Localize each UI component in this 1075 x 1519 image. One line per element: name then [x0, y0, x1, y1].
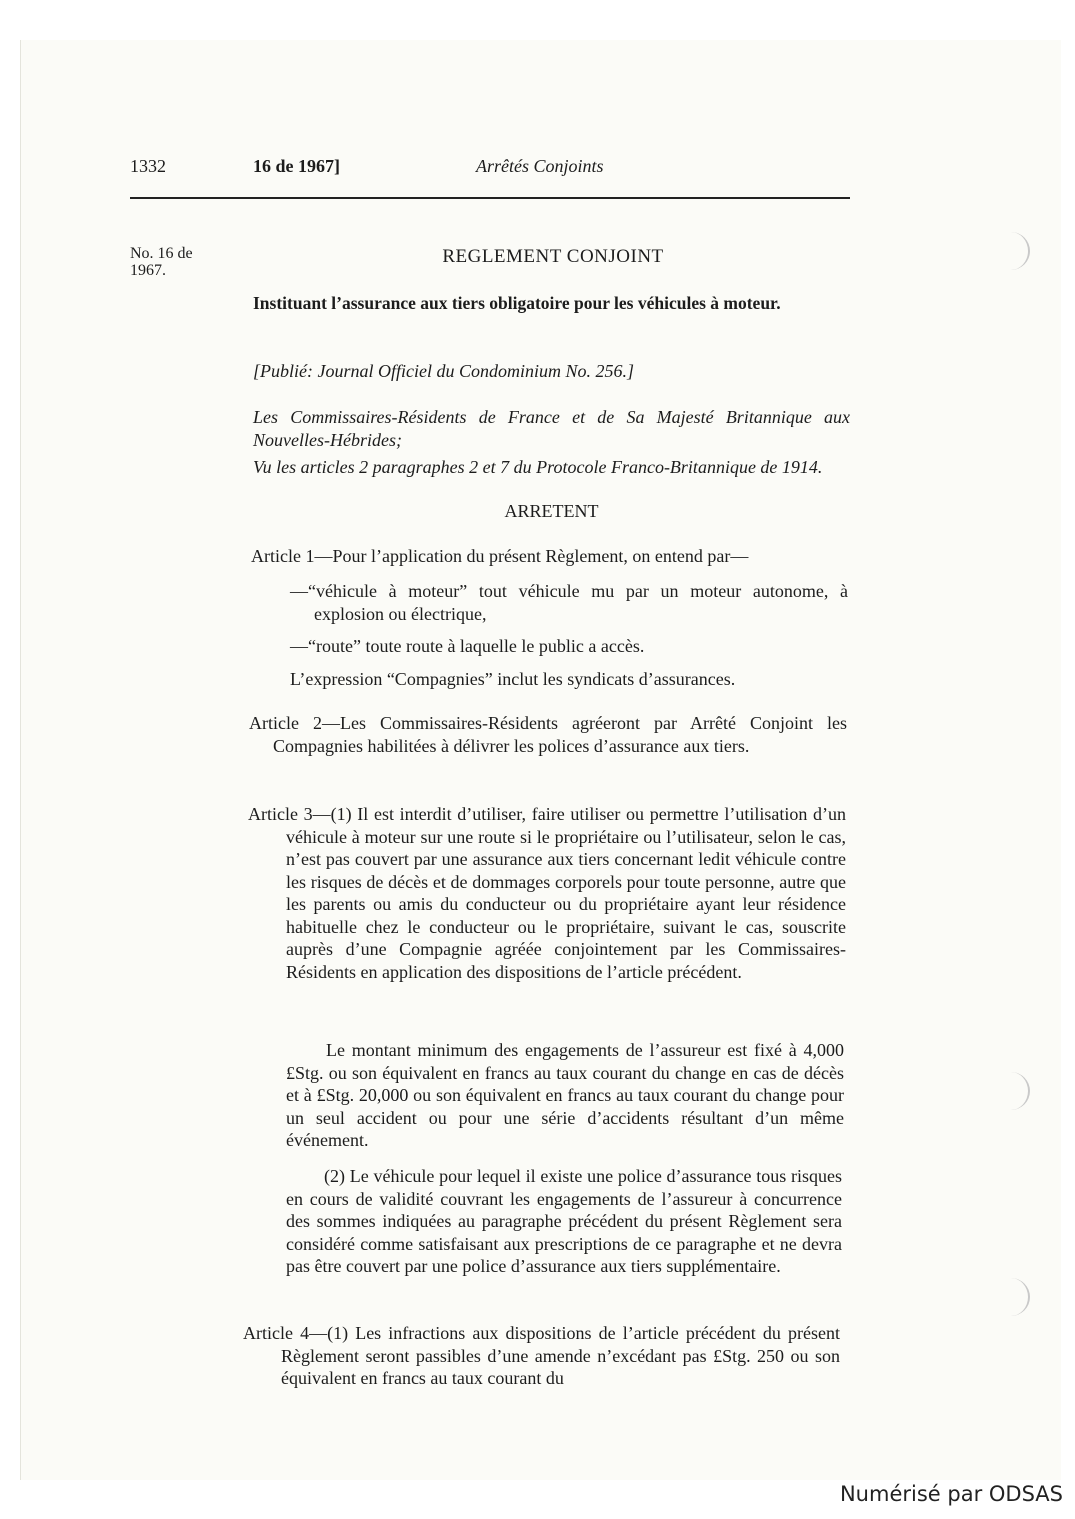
document-title: REGLEMENT CONJOINT: [442, 246, 664, 267]
subtitle-text: Instituant l’assurance aux tiers obligatoire pour les véhicules à moteur.: [253, 293, 781, 313]
article-4: [243, 1322, 840, 1390]
margin-note-line: 1967.: [130, 262, 166, 279]
article-3-p1-text: Article 3—(1) Il est interdit d’utiliser, faire utiliser ou permettre l’utilisation d’un véhicule à moteur sur une route si le propriétaire ou l’utilisateur, selon le cas, n’est pas couvert par une assurance aux tiers concernant ledit véhicule contre les risques de décès et de dommages corporels pour toute personne, autre que les parents ou amis du conducteur ou du propriétaire ayant leur résidence habituelle chez le conducteur ou le propriétaire, suivant le cas, souscrite auprès d’une Compagnie agréée conjointement par les Commissaires-Résidents en application des dispositions de l’article précédent.: [248, 804, 846, 982]
preamble-1: Les Commissaires-Résidents de France et de Sa Majesté Britannique aux Nouvelles-Hébrides;: [253, 407, 850, 450]
arretent-heading: ARRETENT: [504, 501, 599, 521]
page-number: 1332: [130, 156, 166, 176]
article-1-item: —“route” toute route à laquelle le public a accès.: [290, 636, 645, 656]
margin-note-line: No. 16 de: [130, 245, 193, 262]
article-1-intro: Article 1—Pour l’application du présent Règlement, on entend par—: [251, 546, 749, 566]
header-section-title: Arrêtés Conjoints: [476, 156, 604, 176]
margin-note: [130, 245, 193, 279]
header-reference: 16 de 1967]: [253, 156, 340, 176]
preamble-2: Vu les articles 2 paragraphes 2 et 7 du Protocole Franco-Britannique de 1914.: [253, 457, 823, 477]
article-4-text: Article 4—(1) Les infractions aux dispositions de l’article précédent du présent Règlement seront passibles d’une amende n’excédant pas £Stg. 250 ou son équivalent en francs au taux courant du: [243, 1323, 840, 1388]
article-3-paragraph-1: [248, 803, 846, 983]
article-3-paragraph-3: (2) Le véhicule pour lequel il existe une police d’assurance tous risques en cours de validité couvrant les engagements de l’assureur à concurrence des sommes indiquées au paragraphe précédent du présent Règlement sera considéré comme satisfaisant aux prescriptions de ce paragraphe et ne devra pas être couvert par une police d’assurance aux tiers supplémentaire.: [286, 1166, 842, 1276]
header-rule: [130, 197, 850, 199]
document-subtitle: [253, 292, 850, 315]
publication-note: [Publié: Journal Officiel du Condominium No. 256.]: [253, 361, 634, 381]
article-2-text: Article 2—Les Commissaires-Résidents agréeront par Arrêté Conjoint les Compagnies habilitées à délivrer les polices d’assurance aux tiers.: [249, 713, 847, 756]
article-2: [249, 712, 847, 757]
article-1-item: [290, 580, 848, 625]
digitization-credit: Numérisé par ODSAS: [839, 1482, 1063, 1506]
running-header: [130, 156, 850, 182]
article-3-paragraph-2: Le montant minimum des engagements de l’assureur est fixé à 4,000 £Stg. ou son équivalent en francs au taux courant du change en cas de décès et à £Stg. 20,000 ou son équivalent en francs au taux courant du change pour un seul accident ou pour une série d’accidents résultant d’un même événement.: [286, 1040, 844, 1150]
article-1-note: L’expression “Compagnies” inclut les syndicats d’assurances.: [290, 669, 736, 689]
article-1-item-text: —“véhicule à moteur” tout véhicule mu par un moteur autonome, à explosion ou électrique,: [290, 581, 848, 624]
